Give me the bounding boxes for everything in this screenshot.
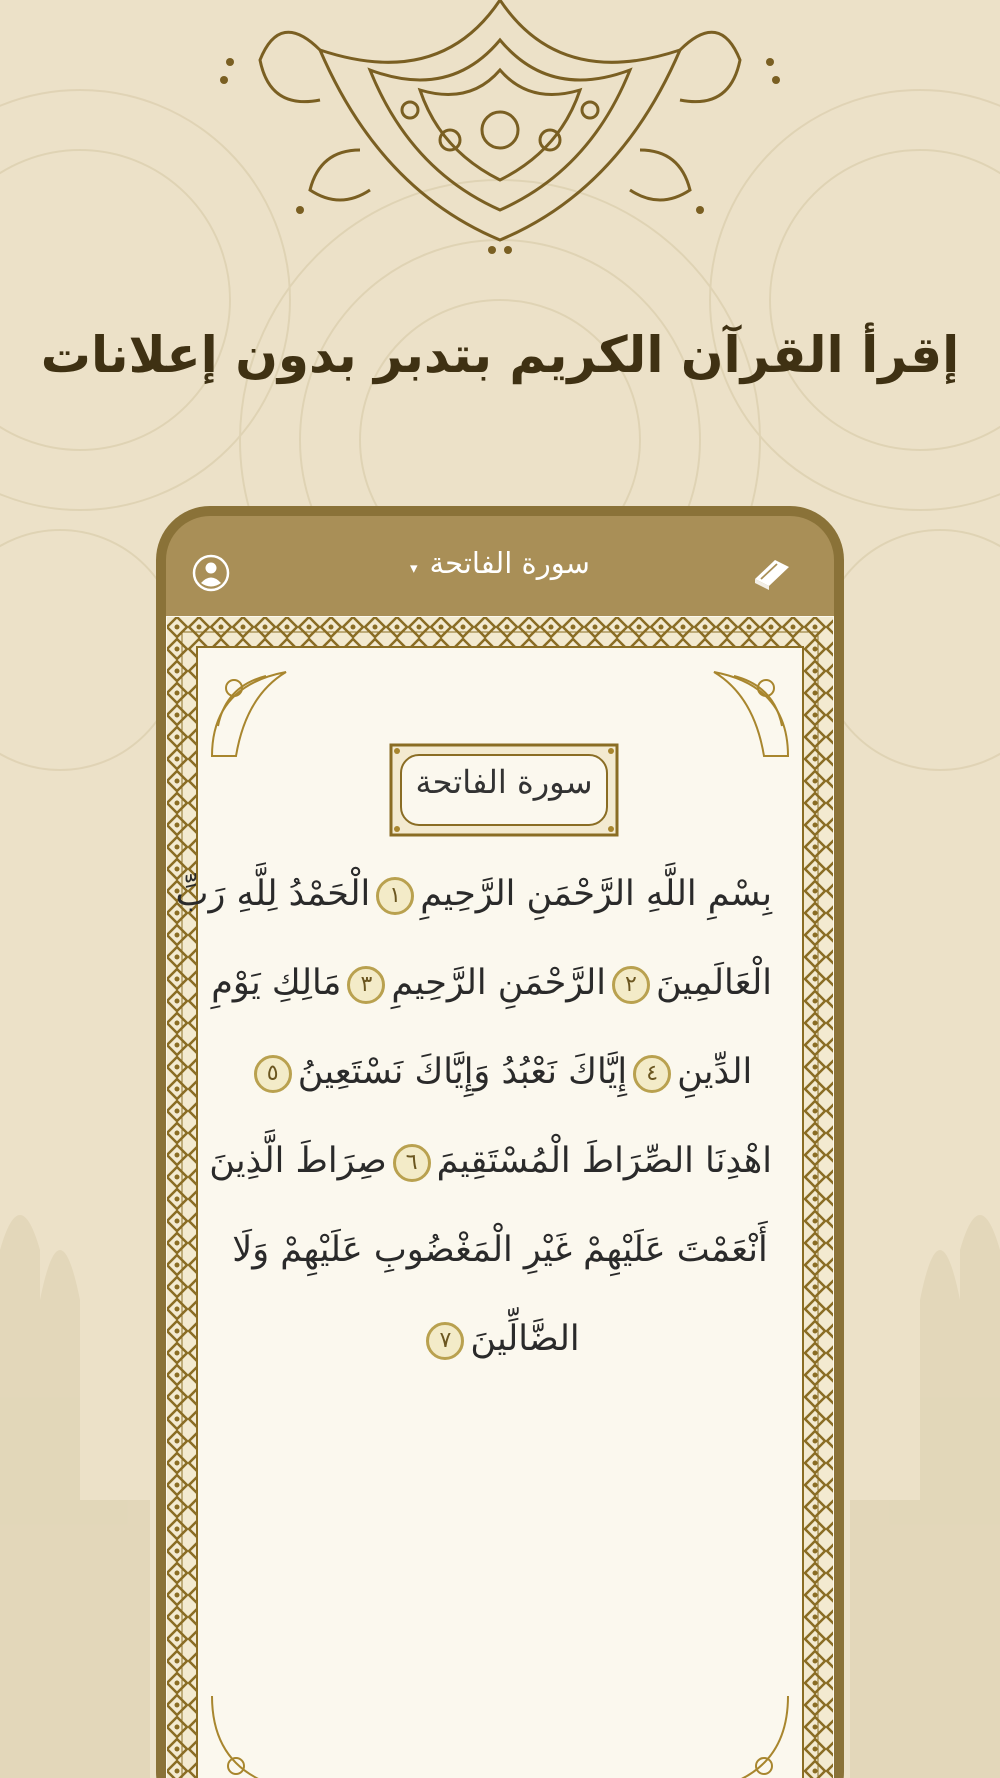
verse-line	[228, 1295, 772, 1384]
ayah-number-marker[interactable]: ٣	[347, 966, 385, 1004]
verse-text[interactable]: مَالِكِ يَوْمِ	[211, 963, 342, 1003]
verses-block	[175, 850, 772, 1384]
verse-text[interactable]: الْحَمْدُ لِلَّهِ رَبِّ	[175, 874, 371, 914]
verse-text[interactable]: الرَّحْمَنِ الرَّحِيمِ	[391, 963, 606, 1003]
verse-text[interactable]: أَنْعَمْتَ عَلَيْهِمْ غَيْرِ الْمَغْضُوبِ عَلَيْهِمْ وَلَا	[232, 1230, 768, 1270]
surah-selector-label: سورة الفاتحة	[429, 546, 590, 580]
verse-text[interactable]: اهْدِنَا الصِّرَاطَ الْمُسْتَقِيمَ	[436, 1141, 772, 1181]
chevron-down-icon: ▾	[410, 559, 418, 577]
verse-text[interactable]: إِيَّاكَ نَعْبُدُ وَإِيَّاكَ نَسْتَعِينُ	[297, 1052, 628, 1092]
app-bar	[166, 516, 834, 616]
verse-line	[209, 1117, 772, 1206]
promo-headline: إقرأ القرآن الكريم بتدبر بدون إعلانات	[40, 326, 960, 384]
surah-selector[interactable]	[166, 538, 834, 588]
surah-title: سورة الفاتحة	[415, 763, 593, 801]
ayah-number-marker[interactable]: ٥	[254, 1055, 292, 1093]
verse-text[interactable]: الدِّينِ	[677, 1052, 753, 1092]
verse-line	[228, 1028, 772, 1117]
book-icon[interactable]	[751, 552, 793, 594]
ayah-number-marker[interactable]: ٤	[633, 1055, 671, 1093]
phone-frame	[156, 506, 844, 1778]
verse-line	[228, 1206, 772, 1295]
ayah-number-marker[interactable]: ٦	[393, 1144, 431, 1182]
user-circle-icon[interactable]	[190, 552, 232, 594]
verse-line	[211, 939, 772, 1028]
verse-text[interactable]: صِرَاطَ الَّذِينَ	[209, 1141, 387, 1181]
mandala-ornament	[200, 0, 800, 290]
mushaf-page	[166, 616, 834, 1778]
surah-title-frame	[389, 743, 619, 837]
verse-text[interactable]: بِسْمِ اللَّهِ الرَّحْمَنِ الرَّحِيمِ	[420, 874, 772, 914]
ayah-number-marker[interactable]: ١	[376, 877, 414, 915]
verse-text[interactable]: الضَّالِّينَ	[470, 1319, 580, 1359]
verse-line	[175, 850, 772, 939]
ayah-number-marker[interactable]: ٧	[426, 1322, 464, 1360]
verse-text[interactable]: الْعَالَمِينَ	[655, 963, 772, 1003]
ayah-number-marker[interactable]: ٢	[612, 966, 650, 1004]
